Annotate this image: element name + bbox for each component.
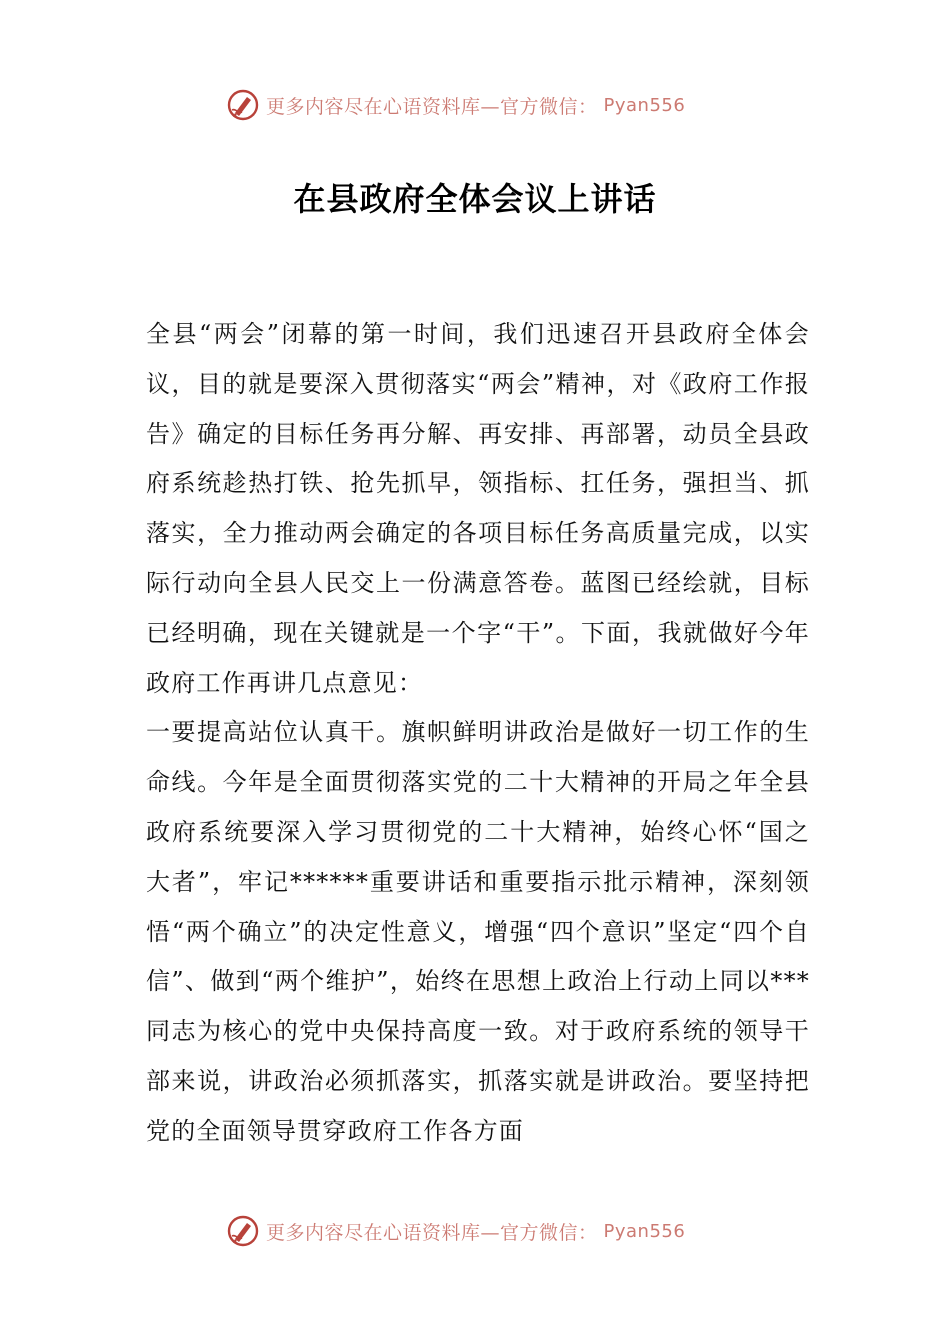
banner-wechat-id: Pyan556 bbox=[603, 1220, 686, 1242]
paragraph: 全县“两会”闭幕的第一时间，我们迅速召开县政府全体会议，目的就是要深入贯彻落实“两会”精神，对《政府工作报告》确定的目标任务再分解、再安排、再部署，动员全县政府系统趁热打铁、抢先抓早，领指标、扛任务，强担当、抓落实，全力推动两会确定的各项目标任务高质量完成，以实际行动向全县人民交上一份满意答卷。蓝图已经绘就，目标已经明确，现在关键就是一个字“干”。下面，我就做好今年政府工作再讲几点意见： bbox=[146, 320, 810, 697]
header-watermark-banner bbox=[226, 88, 746, 122]
document-body bbox=[146, 310, 810, 1157]
document-title: 在县政府全体会议上讲话 bbox=[293, 180, 657, 218]
banner-text: 更多内容尽在心语资料库—官方微信： bbox=[266, 1221, 598, 1244]
footer-watermark-banner bbox=[226, 1214, 746, 1248]
pen-nib-logo-icon bbox=[226, 88, 260, 122]
banner-wechat-id: Pyan556 bbox=[603, 94, 686, 116]
banner-text: 更多内容尽在心语资料库—官方微信： bbox=[266, 95, 598, 118]
pen-nib-logo-icon bbox=[226, 1214, 260, 1248]
paragraph: 一要提高站位认真干。旗帜鲜明讲政治是做好一切工作的生命线。今年是全面贯彻落实党的二十大精神的开局之年全县政府系统要深入学习贯彻党的二十大精神，始终心怀“国之大者”，牢记******重要讲话和重要指示批示精神，深刻领悟“两个确立”的决定性意义，增强“四个意识”坚定“四个自信”、做到“两个维护”，始终在思想上政治上行动上同以***同志为核心的党中央保持高度一致。对于政府系统的领导干部来说，讲政治必须抓落实，抓落实就是讲政治。要坚持把党的全面领导贯穿政府工作各方面 bbox=[146, 718, 810, 1145]
